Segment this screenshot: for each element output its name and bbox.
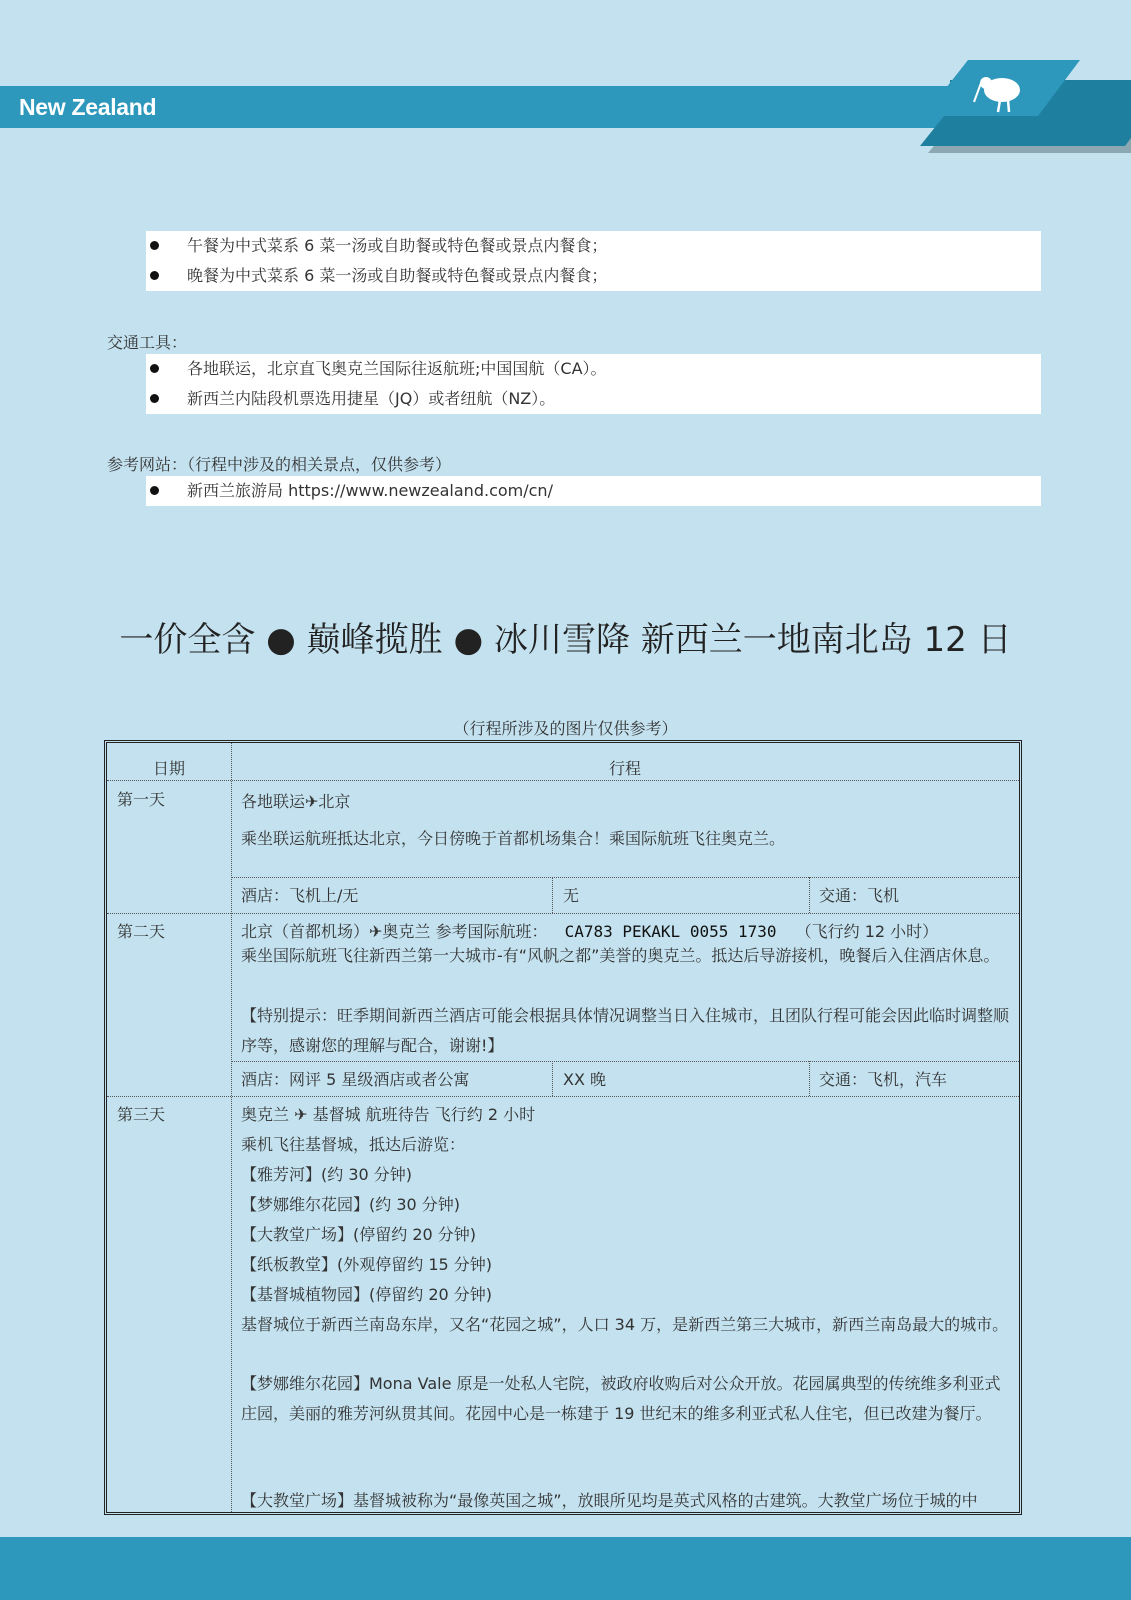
day1-meal: 无 (563, 886, 580, 905)
day1-desc: 乘坐联运航班抵达北京，今日傍晚于首都机场集合！乘国际航班飞往奥克兰。 (241, 829, 786, 848)
transport-label: 交通工具： (107, 333, 188, 352)
cell-divider (809, 877, 810, 913)
bullet-icon (150, 271, 159, 280)
row-divider (231, 877, 1019, 878)
day3-lines (241, 1130, 1011, 1310)
itinerary-table (104, 740, 1022, 1515)
row-divider (107, 913, 1019, 914)
bullet-icon (150, 394, 159, 403)
day2-route: 北京（首都机场）✈奥克兰 参考国际航班： CA783 PEKAKL 0055 1730 （飞行约 12 小时） (241, 922, 939, 941)
reference-link[interactable]: 新西兰旅游局 https://www.newzealand.com/cn/ (187, 481, 553, 500)
list-item: 【基督城植物园】(停留约 20 分钟) (241, 1285, 493, 1304)
day1-route: 各地联运✈北京 (241, 792, 351, 811)
row-divider (107, 1096, 1019, 1097)
page-subtitle: （行程所涉及的图片仅供参考） (453, 719, 678, 738)
day-label: 第二天 (117, 922, 166, 941)
row-divider (231, 1061, 1019, 1062)
list-item: 【大教堂广场】(停留约 20 分钟) (241, 1225, 477, 1244)
day3-garden-desc: 【梦娜维尔花园】Mona Vale 原是一处私人宅院，被政府收购后对公众开放。花园属典型的传统维多利亚式庄园，美丽的雅芳河纵贯其间。花园中心是一栋建于 19 世纪末的维多利亚式私人住宅，但已改建为餐厅。 (241, 1374, 1001, 1423)
brand-title: New Zealand (19, 94, 157, 120)
day-label: 第三天 (117, 1105, 166, 1124)
day2-hotel: 酒店：网评 5 星级酒店或者公寓 (241, 1070, 470, 1089)
day2-tip: 【特别提示：旺季期间新西兰酒店可能会根据具体情况调整当日入住城市，且团队行程可能会因此临时调整顺序等，感谢您的理解与配合，谢谢!】 (241, 1006, 1010, 1055)
date-column (107, 743, 232, 1515)
day1-transport: 交通：飞机 (819, 886, 900, 905)
bullet-icon (150, 364, 159, 373)
day3-square-desc: 【大教堂广场】基督城被称为“最像英国之城”，放眼所见均是英式风格的古建筑。大教堂广场位于城的中 (241, 1491, 978, 1510)
day1-hotel: 酒店：飞机上/无 (241, 886, 359, 905)
list-item: 【雅芳河】(约 30 分钟) (241, 1165, 413, 1184)
header-tab-shape (920, 58, 1131, 153)
list-item: 【梦娜维尔花园】(约 30 分钟) (241, 1195, 461, 1214)
bullet-icon (150, 241, 159, 250)
day3-route: 奥克兰 ✈ 基督城 航班待告 飞行约 2 小时 (241, 1105, 536, 1124)
day3-city-desc: 基督城位于新西兰南岛东岸，又名“花园之城”，人口 34 万，是新西兰第三大城市，新西兰南岛最大的城市。 (241, 1315, 1009, 1334)
list-item: 午餐为中式菜系 6 菜一汤或自助餐或特色餐或景点内餐食； (146, 231, 1041, 261)
footer-band (0, 1537, 1131, 1600)
flight-number: CA783 PEKAKL 0055 1730 (564, 922, 777, 941)
list-item (146, 476, 1041, 506)
bullet-icon (150, 486, 159, 495)
day-label: 第一天 (117, 790, 166, 809)
row-divider (107, 780, 1019, 781)
day2-transport: 交通：飞机，汽车 (819, 1070, 948, 1089)
transport-list (146, 354, 1041, 414)
list-item: 新西兰内陆段机票选用捷星（JQ）或者纽航（NZ）。 (146, 384, 1041, 414)
page-title: 一价全含 ● 巅峰揽胜 ● 冰川雪降 新西兰一地南北岛 12 日 (119, 620, 1012, 660)
list-item: 各地联运，北京直飞奥克兰国际往返航班;中国国航（CA）。 (146, 354, 1041, 384)
header-itinerary: 行程 (608, 759, 641, 778)
day2-meal: XX 晚 (563, 1070, 607, 1089)
cell-divider (809, 1061, 810, 1096)
cell-divider (552, 877, 553, 913)
list-item: 【纸板教堂】(外观停留约 15 分钟) (241, 1255, 493, 1274)
cell-divider (552, 1061, 553, 1096)
reference-label: 参考网站：（行程中涉及的相关景点，仅供参考） (107, 455, 452, 474)
reference-list (146, 476, 1041, 506)
list-item: 晚餐为中式菜系 6 菜一汤或自助餐或特色餐或景点内餐食； (146, 261, 1041, 291)
day2-desc: 乘坐国际航班飞往新西兰第一大城市-有“风帆之都”美誉的奥克兰。抵达后导游接机，晚餐后入住酒店休息。 (241, 946, 1000, 965)
flight-duration: （飞行约 12 小时） (795, 922, 939, 941)
list-item: 乘机飞往基督城，抵达后游览： (241, 1135, 466, 1154)
header-date: 日期 (152, 759, 185, 778)
meals-list (146, 231, 1041, 291)
